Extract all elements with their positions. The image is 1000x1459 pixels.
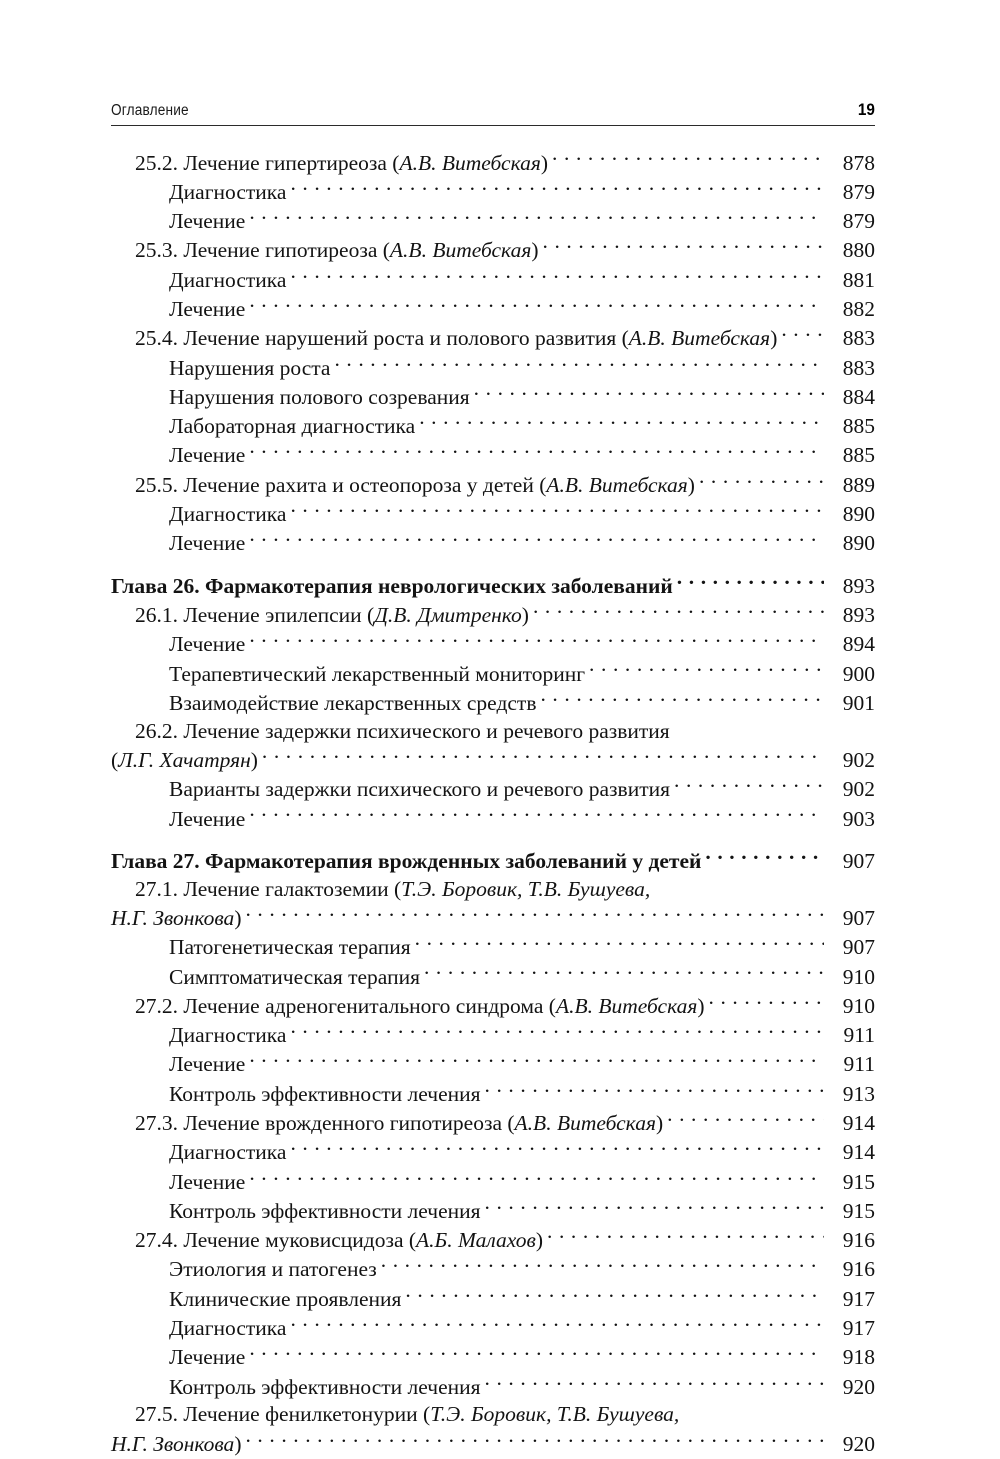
toc-entry-page-number: 920 [842, 1431, 875, 1456]
toc-entry-label: Лечение [169, 443, 246, 468]
dot-leader [290, 1021, 824, 1043]
toc-entry-continuation[interactable] [111, 1429, 875, 1458]
toc-entry-page-number: 917 [842, 1316, 875, 1341]
toc-entry-page-number: 885 [842, 443, 875, 468]
toc-entry-author: А.В. Витебская [514, 1111, 656, 1135]
toc-entry-label: 27.1. Лечение галактоземии ( [135, 876, 402, 901]
dot-leader [699, 470, 824, 492]
dot-leader [552, 148, 824, 170]
toc-entry-page-number: 884 [842, 384, 875, 409]
dot-leader [674, 775, 824, 797]
dot-leader [290, 265, 824, 287]
toc-entry-page-number: 894 [842, 632, 875, 657]
toc-section-entry[interactable] [135, 991, 875, 1020]
toc-entry-label-tail: ) [770, 326, 778, 351]
toc-entry-page-number: 893 [842, 573, 875, 598]
toc-section-entry[interactable] [135, 1226, 875, 1255]
toc-entry-continuation[interactable] [111, 745, 875, 774]
toc-entry-label: Контроль эффективности лечения [169, 1081, 481, 1106]
toc-entry-label: 27.3. Лечение врожденного гипотиреоза ( [135, 1111, 515, 1135]
toc-entry-label: Лечение [169, 1052, 246, 1077]
dot-leader [485, 1196, 824, 1218]
toc-subsection-entry[interactable] [169, 962, 875, 991]
dot-leader [249, 1343, 824, 1365]
toc-entry-label: Лечение [169, 531, 246, 556]
toc-entry-page-number: 893 [842, 602, 875, 627]
toc-subsection-entry[interactable] [169, 630, 875, 659]
toc-entry-label: Взаимодействие лекарственных средств [169, 690, 537, 715]
toc-subsection-entry[interactable] [169, 1050, 875, 1079]
toc-entry-author: Д.В. Дмитренко [374, 602, 522, 627]
toc-entry-page-number: 913 [842, 1081, 875, 1106]
toc-entry-label-tail: ) [687, 472, 695, 497]
toc-subsection-entry[interactable] [169, 177, 875, 206]
toc-entry-page-number: 911 [843, 1023, 875, 1048]
toc-entry-label-tail: ) [521, 602, 529, 627]
toc-entry-label: Лечение [169, 806, 246, 831]
toc-entry-label: Диагностика [169, 267, 287, 292]
toc-subsection-entry[interactable] [169, 804, 875, 833]
toc-entry-author: А.В. Витебская [546, 472, 688, 497]
toc-entry-page-number: 907 [842, 935, 875, 960]
toc-entry-label: 26.2. Лечение задержки психического и речевого развития [135, 718, 670, 743]
toc-entry-page-number: 916 [842, 1257, 875, 1282]
dot-leader [381, 1255, 824, 1277]
dot-leader [424, 962, 824, 984]
toc-entry-label: Лабораторная диагностика [169, 414, 416, 439]
toc-entry-page-number: 914 [842, 1111, 875, 1135]
toc-entry-page-number: 883 [842, 326, 875, 351]
toc-entry-page-number: 903 [842, 806, 875, 831]
toc-entry-label: ( [111, 747, 119, 772]
toc-entry-page-number: 881 [842, 267, 875, 292]
toc-entry-label: Диагностика [169, 179, 287, 204]
dot-leader [249, 207, 824, 229]
toc-entry-page-number: 900 [842, 661, 875, 686]
toc-entry-page-number: 918 [842, 1345, 875, 1370]
toc-entry-label: Этиология и патогенез [169, 1257, 377, 1282]
toc-subsection-entry[interactable] [169, 659, 875, 688]
dot-leader [290, 1138, 824, 1160]
toc-entry-label: 27.4. Лечение муковисцидоза ( [135, 1228, 417, 1253]
toc-entry-author: А.В. Витебская [555, 993, 698, 1018]
toc-entry-label: Нарушения роста [169, 355, 331, 380]
toc-entry-page-number: 902 [842, 747, 875, 772]
toc-entry-label: Контроль эффективности лечения [169, 1198, 481, 1223]
toc-entry-page-number: 917 [842, 1286, 875, 1311]
dot-leader [249, 441, 824, 463]
toc-entry-author: А.В. Витебская [628, 326, 771, 351]
dot-leader [667, 1109, 824, 1131]
toc-entry-label: 27.5. Лечение фенилкетонурии ( [135, 1402, 431, 1427]
dot-leader [485, 1372, 824, 1394]
toc-entry-author: Т.Э. Боровик, Т.В. Бушуева, [430, 1402, 680, 1427]
toc-entry-page-number: 915 [842, 1198, 875, 1223]
dot-leader [290, 177, 824, 199]
toc-entry-page-number: 889 [842, 472, 875, 497]
toc-subsection-entry[interactable] [169, 688, 875, 717]
toc-entry-page-number: 910 [842, 993, 875, 1018]
dot-leader [533, 600, 824, 622]
dot-leader [249, 804, 824, 826]
toc-section-entry[interactable] [135, 1109, 875, 1138]
toc-entry-label: Лечение [169, 1345, 246, 1370]
toc-entry-label: Симптоматическая терапия [169, 964, 420, 989]
toc-section-entry[interactable] [135, 876, 875, 904]
toc-entry-label: Нарушения полового созревания [169, 384, 470, 409]
toc-entry-label-tail: ) [655, 1111, 664, 1135]
toc-entry-label-tail: ) [540, 150, 549, 175]
toc-entry-label: Диагностика [169, 502, 287, 527]
toc-entry-label: Диагностика [169, 1140, 287, 1165]
toc-entry-continuation[interactable] [111, 903, 875, 932]
dot-leader [705, 846, 824, 868]
toc-entry-label: Лечение [169, 209, 246, 234]
toc-entry-page-number: 890 [842, 502, 875, 527]
toc-section-entry[interactable] [135, 1401, 875, 1429]
dot-leader [415, 933, 824, 955]
running-head [111, 100, 875, 126]
dot-leader [249, 1167, 824, 1189]
toc-entry-label: Варианты задержки психического и речевого развития [169, 777, 670, 802]
toc-entry-page-number: 880 [842, 238, 875, 263]
toc-chapter-entry[interactable] [111, 571, 875, 600]
toc-entry-page-number: 885 [842, 414, 875, 439]
toc-entry-author: Н.Г. Звонкова [111, 905, 235, 930]
toc-entry-label-tail: ) [535, 1228, 543, 1253]
dot-leader [290, 1314, 824, 1336]
dot-leader [589, 659, 824, 681]
dot-leader [547, 1226, 824, 1248]
toc-subsection-entry[interactable] [169, 500, 875, 529]
toc-entry-page-number: 901 [842, 690, 875, 715]
dot-leader [290, 500, 824, 522]
toc-section-entry[interactable] [135, 236, 875, 265]
toc-subsection-entry[interactable] [169, 529, 875, 558]
toc-entry-page-number: 911 [843, 1052, 875, 1077]
dot-leader [419, 412, 824, 434]
toc-entry-page-number: 914 [842, 1140, 875, 1165]
toc-entry-label: Лечение [169, 632, 246, 657]
toc-entry-page-number: 907 [842, 905, 875, 930]
toc-entry-label: 25.4. Лечение нарушений роста и полового развития ( [135, 326, 629, 351]
toc-subsection-entry[interactable] [169, 382, 875, 411]
toc-entry-page-number: 879 [842, 179, 875, 204]
toc-entry-author: Н.Г. Звонкова [111, 1431, 235, 1456]
toc-entry-label: Терапевтический лекарственный мониторинг [169, 661, 586, 686]
dot-leader [334, 353, 824, 375]
toc-entry-label: Клинические проявления [169, 1286, 402, 1311]
toc-entry-author: Т.Э. Боровик, Т.В. Бушуева, [401, 876, 651, 901]
dot-leader [249, 529, 824, 551]
toc-subsection-entry[interactable] [169, 1343, 875, 1372]
toc-section-entry[interactable] [135, 470, 875, 499]
toc-entry-label: Глава 27. Фармакотерапия врожденных заболеваний у детей [111, 848, 702, 873]
toc-subsection-entry[interactable] [169, 441, 875, 470]
toc-entry-label-tail: ) [531, 238, 539, 263]
toc-entry-page-number: 882 [842, 296, 875, 321]
toc-entry-label: 25.5. Лечение рахита и остеопороза у детей ( [135, 472, 547, 497]
toc-entry-page-number: 916 [842, 1228, 875, 1253]
toc-entry-label: 27.2. Лечение адреногенитального синдрома ( [135, 993, 556, 1018]
toc-subsection-entry[interactable] [169, 1196, 875, 1225]
toc-entry-label-tail: ) [697, 993, 705, 1018]
table-of-contents [111, 148, 875, 1459]
toc-subsection-entry[interactable] [169, 1372, 875, 1401]
dot-leader [677, 571, 824, 593]
dot-leader [485, 1079, 824, 1101]
toc-entry-label: Контроль эффективности лечения [169, 1374, 481, 1399]
toc-entry-author: А.В. Витебская [399, 150, 541, 175]
toc-entry-page-number: 890 [842, 531, 875, 556]
toc-entry-page-number: 902 [842, 777, 875, 802]
toc-entry-label: Диагностика [169, 1023, 287, 1048]
toc-entry-label: Диагностика [169, 1316, 287, 1341]
dot-leader [543, 236, 825, 258]
toc-entry-label: 25.2. Лечение гипертиреоза ( [135, 150, 400, 175]
dot-leader [262, 745, 824, 767]
dot-leader [781, 324, 824, 346]
dot-leader [245, 1429, 824, 1451]
toc-section-entry[interactable] [135, 600, 875, 629]
toc-section-entry[interactable] [135, 324, 875, 353]
toc-subsection-entry[interactable] [169, 775, 875, 804]
dot-leader [405, 1284, 824, 1306]
toc-entry-page-number: 920 [842, 1374, 875, 1399]
toc-entry-page-number: 878 [842, 150, 875, 175]
toc-section-entry[interactable] [135, 148, 875, 177]
toc-section-entry[interactable] [135, 718, 875, 746]
toc-subsection-entry[interactable] [169, 1255, 875, 1284]
toc-chapter-entry[interactable] [111, 846, 875, 875]
toc-subsection-entry[interactable] [169, 353, 875, 382]
toc-subsection-entry[interactable] [169, 1021, 875, 1050]
dot-leader [249, 294, 824, 316]
toc-entry-page-number: 879 [842, 209, 875, 234]
toc-subsection-entry[interactable] [169, 1284, 875, 1313]
toc-subsection-entry[interactable] [169, 933, 875, 962]
toc-entry-page-number: 915 [842, 1169, 875, 1194]
toc-entry-label-tail: ) [234, 1431, 242, 1456]
toc-subsection-entry[interactable] [169, 1314, 875, 1343]
toc-entry-label-tail: ) [250, 747, 258, 772]
toc-entry-label: Глава 26. Фармакотерапия неврологических заболеваний [111, 573, 673, 598]
toc-entry-author: Л.Г. Хачатрян [118, 747, 251, 772]
dot-leader [245, 903, 824, 925]
toc-subsection-entry[interactable] [169, 1079, 875, 1108]
toc-entry-label: 26.1. Лечение эпилепсии ( [135, 602, 375, 627]
dot-leader [709, 991, 824, 1013]
toc-entry-page-number: 883 [842, 355, 875, 380]
toc-subsection-entry[interactable] [169, 1138, 875, 1167]
toc-entry-label: Лечение [169, 1169, 246, 1194]
dot-leader [249, 630, 824, 652]
toc-entry-label: 25.3. Лечение гипотиреоза ( [135, 238, 390, 263]
toc-entry-page-number: 907 [842, 848, 875, 873]
toc-subsection-entry[interactable] [169, 265, 875, 294]
toc-subsection-entry[interactable] [169, 412, 875, 441]
toc-entry-label-tail: ) [234, 905, 242, 930]
toc-subsection-entry[interactable] [169, 294, 875, 323]
toc-entry-author: А.В. Витебская [389, 238, 532, 263]
dot-leader [540, 688, 824, 710]
toc-entry-author: А.Б. Малахов [416, 1228, 536, 1253]
toc-subsection-entry[interactable] [169, 1167, 875, 1196]
page-folio-number: 19 [857, 100, 875, 119]
toc-entry-label: Лечение [169, 296, 246, 321]
dot-leader [249, 1050, 824, 1072]
toc-subsection-entry[interactable] [169, 207, 875, 236]
toc-entry-page-number: 910 [842, 964, 875, 989]
toc-entry-label: Патогенетическая терапия [169, 935, 411, 960]
running-head-title: Оглавление [111, 102, 189, 119]
dot-leader [474, 382, 824, 404]
